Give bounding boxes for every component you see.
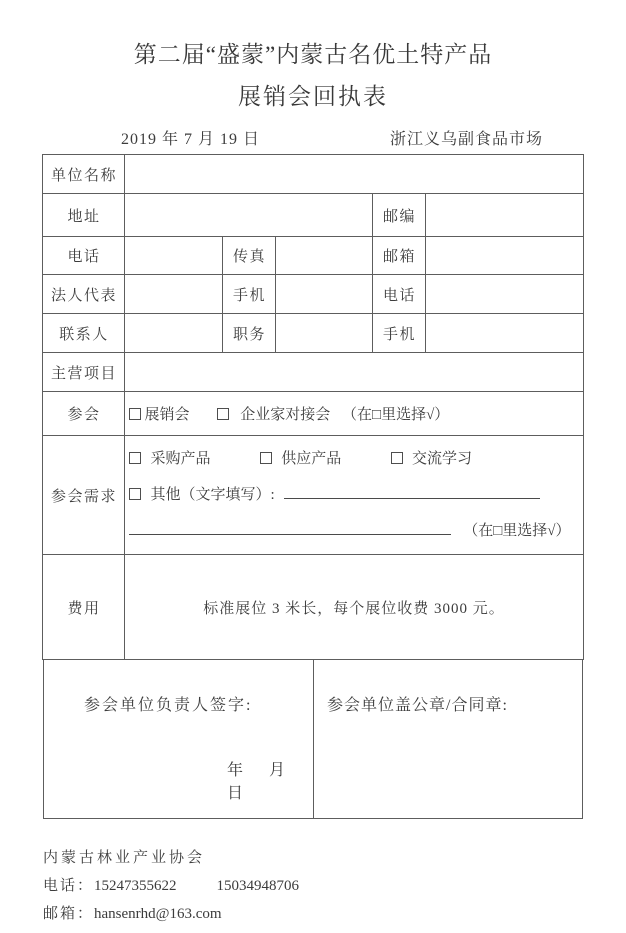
legal-rep-field[interactable] [125, 275, 223, 314]
email-label: 邮箱 [373, 237, 426, 275]
seal-area[interactable] [313, 660, 582, 818]
needs-line-1 [129, 441, 578, 477]
legal-rep-label: 法人代表 [43, 275, 125, 314]
date-venue-line [43, 126, 583, 149]
checkbox-expo[interactable] [129, 408, 141, 420]
address-field[interactable] [125, 194, 373, 237]
footer [43, 844, 583, 928]
phone-field[interactable] [125, 237, 223, 275]
needs-option-exchange: 交流学习 [412, 451, 473, 467]
legal-mobile-label: 手机 [223, 275, 276, 314]
business-label: 主营项目 [43, 353, 125, 392]
checkbox-supply[interactable] [260, 452, 272, 464]
company-name-label: 单位名称 [43, 155, 125, 194]
needs-line-3 [129, 513, 578, 549]
needs-option-other: 其他（文字填写）: [150, 487, 275, 503]
year-label: 年 [227, 762, 244, 779]
position-field[interactable] [276, 314, 373, 353]
fax-field[interactable] [276, 237, 373, 275]
signature-label: 参会单位负责人签字: [84, 697, 253, 714]
footer-phone-label: 电话： [43, 878, 95, 894]
phone-label: 电话 [43, 237, 125, 275]
attend-options [125, 392, 583, 436]
row-legal-rep [43, 275, 583, 314]
contact-mobile-label: 手机 [373, 314, 426, 353]
address-label: 地址 [43, 194, 125, 237]
footer-email: hansenrhd@163.com [94, 906, 222, 922]
postcode-label: 邮编 [373, 194, 426, 237]
row-address [43, 194, 583, 237]
event-venue: 浙江义乌副食品市场 [389, 131, 543, 148]
checkbox-purchase[interactable] [129, 452, 141, 464]
checkbox-other[interactable] [129, 488, 141, 500]
seal-label: 参会单位盖公章/合同章: [327, 697, 508, 714]
footer-email-label: 邮箱： [43, 906, 95, 922]
business-field[interactable] [125, 353, 583, 392]
row-attend [43, 392, 583, 436]
day-label: 日 [227, 785, 244, 802]
needs-option-purchase: 采购产品 [150, 451, 211, 467]
row-business [43, 353, 583, 392]
month-label: 月 [269, 762, 286, 779]
fee-text: 标准展位 3 米长，每个展位收费 3000 元。 [125, 555, 583, 660]
needs-hint: （在□里选择√） [463, 523, 571, 539]
legal-phone-field[interactable] [426, 275, 583, 314]
attend-option-matchmaking: 企业家对接会 [240, 407, 331, 423]
footer-phone-line [43, 872, 583, 900]
legal-phone-label: 电话 [373, 275, 426, 314]
fee-label: 费用 [43, 555, 125, 660]
company-name-field[interactable] [125, 155, 583, 194]
row-needs [43, 436, 583, 555]
postcode-field[interactable] [426, 194, 583, 237]
row-fee [43, 555, 583, 660]
attend-hint: （在□里选择√） [342, 407, 450, 423]
form-title-line2: 展销会回执表 [238, 84, 388, 109]
email-field[interactable] [426, 237, 583, 275]
checkbox-exchange[interactable] [391, 452, 403, 464]
needs-option-supply: 供应产品 [281, 451, 342, 467]
needs-line-2 [129, 477, 578, 513]
organization-name: 内蒙古林业产业协会 [43, 850, 206, 866]
needs-label: 参会需求 [43, 436, 125, 555]
needs-options [125, 436, 583, 555]
fax-label: 传真 [223, 237, 276, 275]
position-label: 职务 [223, 314, 276, 353]
row-contact [43, 314, 583, 353]
footer-phone-1: 15247355622 [94, 878, 177, 894]
form-title-line1: 第二届“盛蒙”内蒙古名优土特产品 [133, 42, 493, 67]
signature-row [43, 659, 583, 819]
footer-email-line [43, 900, 583, 928]
row-company [43, 155, 583, 194]
registration-table [42, 154, 583, 660]
other-fill-line-1[interactable] [284, 484, 540, 499]
contact-mobile-field[interactable] [426, 314, 583, 353]
signature-date-line [227, 757, 313, 803]
event-date: 2019 年 7 月 19 日 [121, 131, 261, 148]
contact-field[interactable] [125, 314, 223, 353]
row-phone [43, 237, 583, 275]
contact-label: 联系人 [43, 314, 125, 353]
attend-option-expo: 展销会 [144, 407, 190, 423]
footer-phone-2: 15034948706 [216, 878, 300, 894]
other-fill-line-2[interactable] [129, 520, 451, 535]
checkbox-matchmaking[interactable] [217, 408, 229, 420]
signature-area[interactable] [44, 660, 313, 818]
attend-label: 参会 [43, 392, 125, 436]
legal-mobile-field[interactable] [276, 275, 373, 314]
